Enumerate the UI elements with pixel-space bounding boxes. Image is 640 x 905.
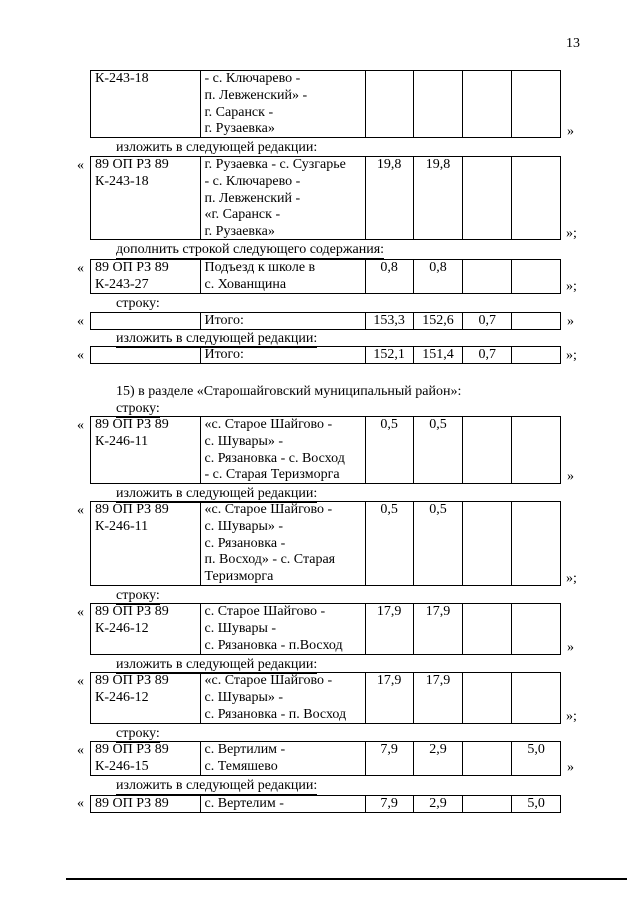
length-v2-cell — [463, 71, 512, 137]
table-row — [90, 672, 561, 724]
road-code-cell — [91, 313, 201, 329]
length-v2-cell — [463, 417, 512, 483]
length-v3-cell — [512, 313, 560, 329]
length-v2-cell — [463, 157, 512, 239]
close-quote: » — [567, 469, 574, 484]
instruction-text: изложить в следующей редакции: — [116, 778, 318, 793]
length-v3-cell — [512, 157, 560, 239]
length-total-cell: 0,8 — [366, 260, 414, 293]
road-name-cell: с. Вертилим - с. Темяшево — [201, 742, 366, 775]
road-code-cell: 89 ОП РЗ 89 К-246-12 — [91, 673, 201, 723]
length-v3-cell: 5,0 — [527, 796, 545, 811]
length-v3-cell — [512, 347, 560, 363]
table-row — [90, 603, 561, 655]
table-row — [90, 501, 561, 586]
length-v2-cell: 0,7 — [463, 313, 512, 329]
road-code-cell: 89 ОП РЗ 89 К-246-12 — [91, 604, 201, 654]
road-code-cell: 89 ОП РЗ 89 К-243-27 — [91, 260, 201, 293]
length-v3-cell — [512, 71, 560, 137]
open-quote: « — [77, 743, 84, 758]
length-v1-cell: 0,8 — [414, 260, 464, 293]
open-quote: « — [77, 674, 84, 689]
length-v2-cell — [463, 796, 512, 812]
open-quote: « — [77, 605, 84, 620]
road-code-cell: 89 ОП РЗ 89 К-246-11 — [91, 417, 201, 483]
length-v1-cell: 17,9 — [414, 604, 464, 654]
table-row — [90, 156, 561, 240]
length-v1-cell: 2,9 — [414, 796, 464, 812]
length-v3-cell — [512, 604, 560, 654]
road-name-cell: с. Старое Шайгово - с. Шувары - с. Рязановка - п.Восход — [201, 604, 366, 654]
instruction-text: изложить в следующей редакции: — [116, 486, 318, 501]
road-name-cell: - с. Ключарево - п. Левженский» - г. Саранск - г. Рузаевка» — [201, 71, 366, 137]
open-quote: « — [77, 348, 84, 363]
road-code-cell: 89 ОП РЗ 89 К-243-18 — [91, 157, 201, 239]
road-name-cell: «с. Старое Шайгово - с. Шувары» - с. Рязановка - п. Восход» - с. Старая Теризморга — [201, 502, 366, 585]
length-v2-cell: 0,7 — [463, 347, 512, 363]
table-row — [90, 312, 561, 330]
instruction-text: дополнить строкой следующего содержания: — [116, 242, 385, 257]
close-quote: »; — [566, 709, 577, 724]
length-v2-cell — [463, 742, 512, 775]
length-total-cell: 17,9 — [366, 604, 414, 654]
length-v1-cell — [414, 71, 464, 137]
length-v1-cell: 17,9 — [414, 673, 464, 723]
table-row — [90, 416, 561, 484]
road-name-cell: г. Рузаевка - с. Сузгарье - с. Ключарево - п. Левженский - «г. Саранск - г. Рузаевка» — [201, 157, 366, 239]
road-code-cell: 89 ОП РЗ 89 К-246-15 — [91, 742, 201, 775]
close-quote: » — [567, 314, 574, 329]
length-total-cell — [366, 71, 414, 137]
length-v3-cell: 5,0 — [527, 742, 545, 757]
length-total-cell: 7,9 — [366, 796, 414, 812]
instruction-text: изложить в следующей редакции: — [116, 657, 318, 672]
instruction-text: изложить в следующей редакции: — [116, 140, 318, 155]
length-v1-cell: 0,5 — [414, 417, 464, 483]
length-total-cell: 17,9 — [366, 673, 414, 723]
open-quote: « — [77, 314, 84, 329]
length-v1-cell: 151,4 — [414, 347, 464, 363]
open-quote: « — [77, 158, 84, 173]
open-quote: « — [77, 503, 84, 518]
close-quote: »; — [566, 571, 577, 586]
length-v1-cell: 19,8 — [414, 157, 464, 239]
close-quote: » — [567, 640, 574, 655]
close-quote: » — [567, 760, 574, 775]
length-v3-cell — [512, 417, 560, 483]
instruction-text: изложить в следующей редакции: — [116, 331, 318, 346]
open-quote: « — [77, 796, 84, 811]
road-name-cell: Итого: — [201, 313, 366, 329]
table-row — [90, 741, 561, 776]
length-total-cell: 0,5 — [366, 417, 414, 483]
table-row — [90, 259, 561, 294]
length-v2-cell — [463, 502, 512, 585]
close-quote: »; — [566, 226, 577, 241]
length-v1-cell: 0,5 — [414, 502, 464, 585]
road-name-cell: «с. Старое Шайгово - с. Шувары» - с. Рязановка - с. Восход - с. Старая Теризморга — [201, 417, 366, 483]
road-code-cell — [91, 347, 201, 363]
close-quote: »; — [566, 348, 577, 363]
instruction-text: строку: — [116, 401, 160, 416]
road-name-cell: Подъезд к школе в с. Хованщина — [201, 260, 366, 293]
length-total-cell: 153,3 — [366, 313, 414, 329]
length-v2-cell — [463, 260, 512, 293]
table-row — [90, 795, 561, 813]
instruction-text: строку: — [116, 726, 160, 741]
road-name-cell: с. Вертелим - — [201, 796, 366, 812]
open-quote: « — [77, 261, 84, 276]
close-quote: » — [567, 124, 574, 139]
instruction-text: строку: — [116, 588, 160, 603]
length-v3-cell — [512, 502, 560, 585]
length-total-cell: 7,9 — [366, 742, 414, 775]
length-total-cell: 19,8 — [366, 157, 414, 239]
section-heading: 15) в разделе «Старошайговский муниципальный район»: — [116, 384, 462, 399]
road-name-cell: Итого: — [201, 347, 366, 363]
table-row — [90, 346, 561, 364]
road-code-cell: 89 ОП РЗ 89 — [91, 796, 201, 812]
instruction-text: строку: — [116, 296, 160, 311]
page-number: 13 — [566, 36, 580, 51]
open-quote: « — [77, 418, 84, 433]
table-row — [90, 70, 561, 138]
length-v2-cell — [463, 604, 512, 654]
road-name-cell: «с. Старое Шайгово - с. Шувары» - с. Рязановка - п. Восход — [201, 673, 366, 723]
length-v1-cell: 2,9 — [414, 742, 464, 775]
page-bottom-rule — [66, 878, 627, 880]
length-total-cell: 152,1 — [366, 347, 414, 363]
length-v1-cell: 152,6 — [414, 313, 464, 329]
road-code-cell: К-243-18 — [91, 71, 201, 137]
length-v3-cell — [512, 673, 560, 723]
length-v3-cell — [512, 260, 560, 293]
road-code-cell: 89 ОП РЗ 89 К-246-11 — [91, 502, 201, 585]
close-quote: »; — [566, 279, 577, 294]
length-v2-cell — [463, 673, 512, 723]
length-total-cell: 0,5 — [366, 502, 414, 585]
